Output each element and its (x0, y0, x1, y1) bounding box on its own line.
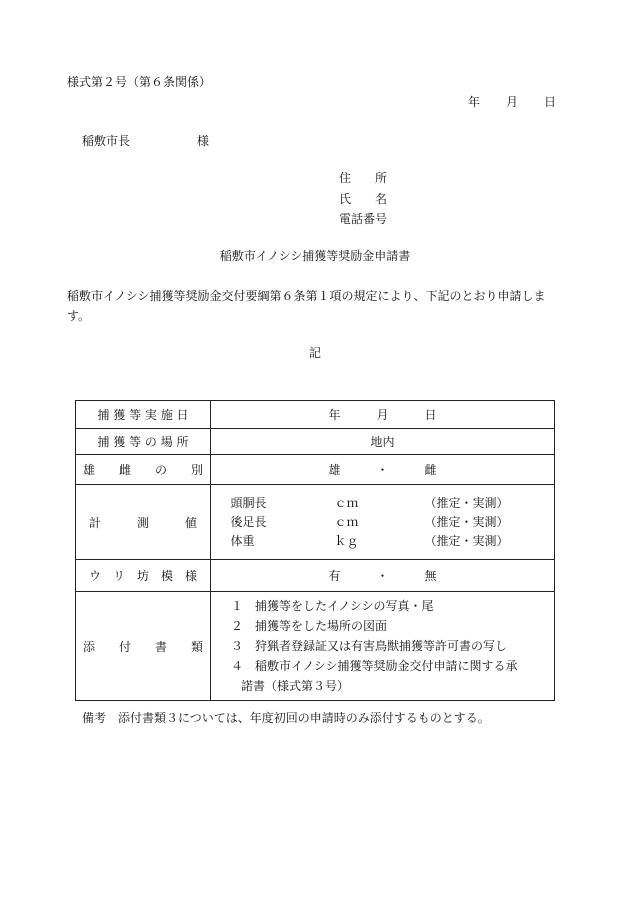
ki-heading: 記 (308, 346, 321, 360)
measure-name: 頭胴長 (230, 496, 267, 510)
list-item: ２ 捕獲等をした場所の図面 (231, 619, 388, 633)
measure-unit: ｃｍ (334, 515, 359, 529)
measure-name: 後足長 (230, 515, 267, 529)
table-row-sex (76, 455, 555, 485)
date-value: 年 月 日 (211, 401, 555, 429)
measure-note: （推定・実測） (424, 496, 509, 510)
list-item: 諾書（様式第３号） (241, 679, 350, 693)
sex-value: 雄 ・ 雌 (211, 455, 555, 485)
measure-values (211, 485, 555, 560)
date-year-label: 年 (468, 95, 481, 109)
document-title: 稲敷市イノシシ捕獲等奨励金申請書 (219, 249, 411, 263)
measure-label: 計 測 値 (76, 485, 211, 560)
sex-label: 雄 雌 の 別 (76, 455, 211, 485)
measure-name: 体重 (230, 534, 255, 548)
table-row-date (76, 401, 555, 429)
table-row-attachments (76, 592, 555, 701)
application-table (75, 400, 555, 701)
applicant-phone-label: 電話番号 (339, 212, 388, 226)
attachments-label: 添 付 書 類 (76, 592, 211, 701)
table-row-measure (76, 485, 555, 560)
uribo-value: 有 ・ 無 (211, 560, 555, 592)
date-month-label: 月 (506, 95, 519, 109)
measure-note: （推定・実測） (424, 534, 509, 548)
applicant-address-label: 住 所 (339, 171, 388, 185)
place-value: 地内 (211, 429, 555, 455)
addressee-suffix: 様 (197, 134, 210, 148)
form-number: 様式第２号（第６条関係） (67, 75, 212, 89)
table-row-place (76, 429, 555, 455)
measure-unit: ｋｇ (334, 534, 359, 548)
date-line (468, 94, 556, 110)
table-row-uribo (76, 560, 555, 592)
attachments-list (211, 592, 555, 701)
place-label: 捕 獲 等 の 場 所 (76, 429, 211, 455)
list-item: ４ 稲敷市イノシシ捕獲等奨励金交付申請に関する承 (231, 659, 518, 673)
addressee: 稲敷市長 (82, 134, 131, 148)
measure-note: （推定・実測） (424, 515, 509, 529)
body-text: 稲敷市イノシシ捕獲等奨励金交付要綱第６条第１項の規定により、下記のとおり申請します。 (67, 289, 546, 323)
date-label: 捕 獲 等 実 施 日 (76, 401, 211, 429)
uribo-label: ウ リ 坊 模 様 (76, 560, 211, 592)
list-item: １ 捕獲等をしたイノシシの写真・尾 (231, 599, 434, 613)
measure-unit: ｃｍ (334, 496, 359, 510)
date-day-label: 日 (544, 95, 557, 109)
remarks: 備考 添付書類３については、年度初回の申請時のみ添付するものとする。 (82, 711, 490, 725)
applicant-name-label: 氏 名 (339, 192, 388, 206)
list-item: ３ 狩猟者登録証又は有害鳥獣捕獲等許可書の写し (231, 639, 508, 653)
